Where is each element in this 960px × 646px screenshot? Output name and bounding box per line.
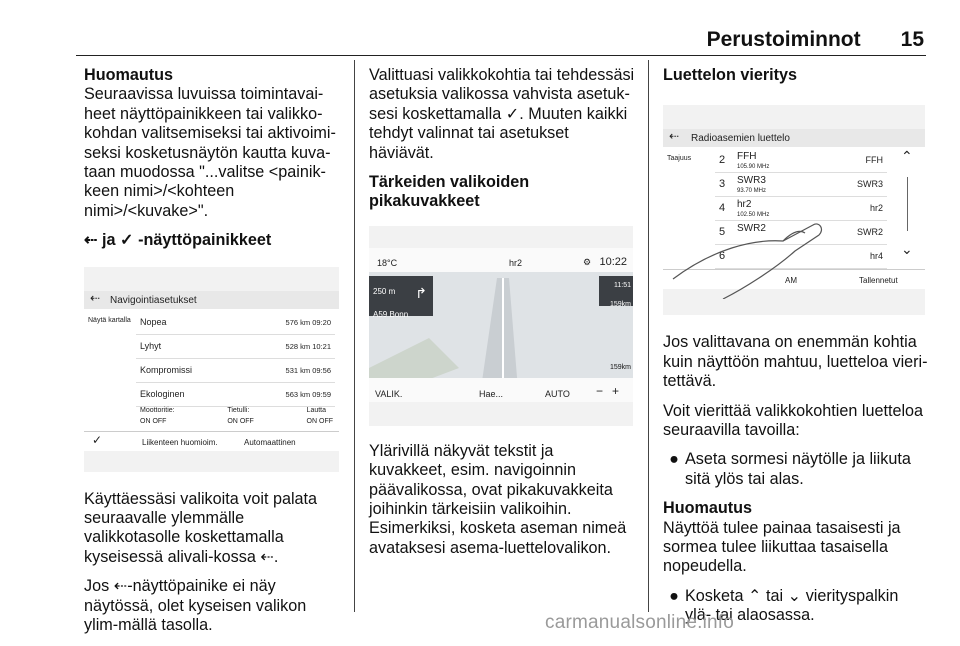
station-frequency: 105.90 MHz [737,164,770,171]
route-label: Lyhyt [140,340,162,351]
turn-indicator [369,276,433,320]
route-remaining: 159km [609,363,631,371]
back-arrow-icon: ⇠ [90,290,101,305]
toggle-on: ON [306,417,318,425]
toggle-off: OFF [239,417,254,425]
station-name: hr2 [737,199,752,211]
zoom-auto-button[interactable]: AUTO [545,388,570,399]
preset-number: 2 [719,154,726,167]
turn-right-icon: ↱ [415,284,427,301]
checkmark-icon: ✓ [92,432,103,447]
column-divider-1 [354,60,355,612]
toggle-row [140,405,333,427]
map-bottom-bar [369,378,633,402]
watermark: carmanualsonline.info [545,612,735,633]
section-heading: Luettelon vieritys [663,66,798,84]
note-title: Huomautus [84,66,174,84]
toggle-motorway [140,405,175,427]
figure-navigation-map [369,226,633,426]
traffic-label: Liikenteen huomioim. [142,437,218,447]
screen-title-bar [84,291,339,309]
back-arrow-icon: ⇠ [669,129,680,144]
map-top-bar [369,248,633,272]
settings-screen [84,291,339,451]
settings-gear-icon[interactable]: ⚙ [583,256,592,267]
page-number: 15 [900,28,924,51]
eta-box [599,276,633,309]
bullet-text: Kosketa ⌃ tai ⌄ vierityspalkin ylä- tai alaosassa. [685,586,899,625]
search-button[interactable]: Hae... [479,388,504,399]
side-label: Näytä kartalla [88,316,131,324]
route-label: Kompromissi [140,364,193,375]
section-heading: Tärkeiden valikoiden pikakuvakkeet [369,173,530,211]
zoom-in-icon[interactable]: + [611,383,619,398]
preset-number: 4 [719,202,726,215]
station-name: FFH [737,151,757,163]
route-info: 563 km 09:59 [285,389,331,399]
column-divider-2 [648,60,649,612]
route-info: 528 km 10:21 [285,341,331,351]
list-item [136,383,335,407]
temperature: 18°C [377,257,398,268]
paragraph: Ylärivillä näkyvät tekstit ja kuvakkeet, esim. navigoinnin päävalikossa, ovat pikakuvakkeita joihinkin tärkeisiin valikoihin. Esimerkiksi, kosketa aseman nimeä avataksesi asema-luettelovalikon. [369,441,627,557]
traffic-value: Automaattinen [244,437,296,447]
station-frequency: 93.70 MHz [737,188,767,195]
radio-screen [663,129,925,289]
figure-navigation-settings [84,267,339,472]
column-3 [663,66,928,636]
header-rule [76,55,926,56]
bullet-dot: ● [669,450,679,469]
bottom-bar [84,431,339,452]
bullet-dot: ● [669,586,679,605]
preset-number: 6 [719,250,726,263]
toggle-on: ON [140,417,151,425]
paragraph: Valittuasi valikkokohtia tai tehdessäsi asetuksia valikossa vahvista asetuk-sesi koskettamalla ✓. Muuten kaikki tehdyt valinnat tai asetukset häviävät. [369,66,635,162]
station-tag: FFH [865,155,883,166]
route-label: Ekologinen [140,388,185,399]
station-name: SWR2 [737,223,766,235]
am-button[interactable]: AM [785,276,797,286]
map-screen [369,248,633,402]
eta-time: 11:51 [614,281,631,289]
paragraph: Voit vierittää valikkokohtien luetteloa seuraavilla tavoilla: [663,401,924,440]
side-label: Taajuus [667,155,692,163]
eta-distance: 159km [609,301,631,309]
route-info: 531 km 09:56 [285,365,331,375]
bullet-item [663,450,928,489]
clock: 10:22 [599,255,627,268]
toggle-off: OFF [319,417,333,425]
note-text: Seuraavissa luvuissa toimintavai-heet näyttöpainikkeen tai valikko-kohdan valitsemiseksi tai aktivoimi-seksi kosketusnäytön kautta kuva-taan muodossa "...valitse <painik-keen nimi>/<kohteen nimi>/<kuvake>". [84,85,336,220]
list-item [136,311,335,335]
note-text: Näyttöä tulee painaa tasaisesti ja sormea tulee liikuttaa tasaisella nopeudella. [663,518,901,576]
station-name: SWR3 [737,175,766,187]
page-header [707,28,924,52]
toggle-label: Tietulli: [227,406,250,414]
page-title: Perustoiminnot [706,28,861,51]
paragraph: Jos ⇠-näyttöpainike ei näy näytössä, olet kyseisen valikon ylim-mällä tasolla. [84,577,307,635]
screen-title: Navigointiasetukset [110,294,197,306]
station-tag: hr4 [869,251,883,262]
chevron-up-icon[interactable]: ⌃ [901,148,913,165]
list-item [136,335,335,359]
saved-button[interactable]: Tallennetut [859,276,898,286]
station-tag: SWR3 [856,179,883,190]
toggle-label: Lautta [306,406,327,414]
station-tag: SWR2 [856,227,883,238]
bullet-text: Aseta sormesi näytölle ja liikuta sitä ylös tai alas. [685,450,911,488]
column-1 [84,66,342,646]
paragraph: Jos valittavana on enemmän kohtia kuin näyttöön mahtuu, luetteloa vieri-tettävä. [663,333,928,391]
station-frequency: 102.50 MHz [737,212,770,219]
preset-number: 3 [719,178,726,191]
toggle-ferry [307,405,333,427]
zoom-out-icon[interactable]: − [595,383,603,398]
toggle-off: OFF [152,417,167,425]
hand-gesture-icon [663,129,925,299]
route-info: 576 km 09:20 [285,317,331,327]
figure-radio-list [663,105,925,315]
toggle-toll [227,405,253,427]
toggle-on: ON [227,417,238,425]
section-heading: ⇠ ja ✓ -näyttöpainikkeet [84,231,272,250]
turn-distance: 250 m [373,286,396,296]
screen-title: Radioasemien luettelo [691,133,790,145]
toggle-label: Moottoritie: [140,406,175,414]
road-name: A59 Bonn [373,310,409,320]
paragraph: Käyttäessäsi valikoita voit palata seuraavalle ylemmälle valikkotasolle koskettamalla kyseisessä alivali-kossa ⇠. [84,489,318,566]
chevron-down-icon[interactable]: ⌄ [901,241,913,258]
list-item [136,359,335,383]
menu-button[interactable]: VALIK. [375,388,403,399]
column-2 [369,66,635,568]
station-shortcut[interactable]: hr2 [509,257,523,268]
preset-number: 5 [719,226,726,239]
station-tag: hr2 [869,203,883,214]
note-title: Huomautus [663,499,753,518]
route-label: Nopea [140,316,167,327]
